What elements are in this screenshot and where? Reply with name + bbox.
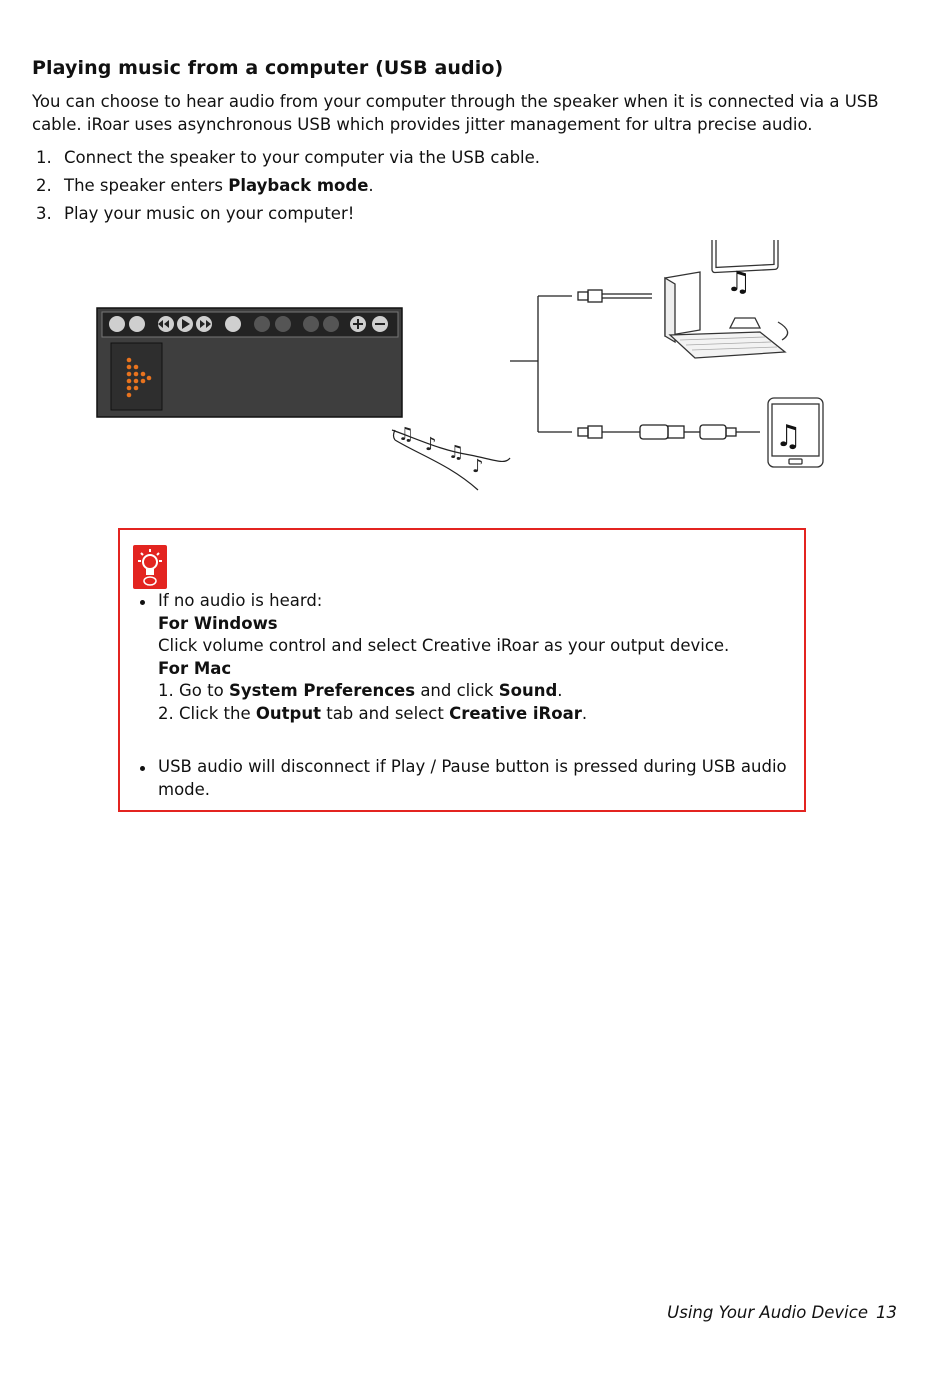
mac-step-2-bold-2: Creative iRoar [449, 703, 582, 723]
usb-cable-icon [510, 290, 652, 438]
mac-step-1-bold: System Preferences [228, 681, 416, 700]
svg-text:♫: ♫ [398, 424, 415, 445]
step-number: 2. [36, 176, 52, 195]
music-notes-icon [392, 424, 510, 490]
tip-box [118, 528, 806, 812]
list-item [134, 590, 794, 725]
mode-button-icon [129, 316, 145, 332]
windows-heading: For Windows [158, 613, 278, 633]
lightbulb-tip-icon [132, 544, 168, 590]
mac-step-2-mid: tab and select [320, 703, 450, 723]
svg-text:♫: ♫ [775, 419, 802, 454]
windows-text: Click volume control and select Creative iRoar as your output device. [158, 636, 730, 655]
page-title: Playing music from a computer (USB audio) [32, 57, 504, 79]
mac-step-2-end: . [581, 703, 588, 723]
tip-intro: If no audio is heard: [158, 591, 323, 610]
mobile-device-icon [768, 398, 823, 467]
step-text: Connect the speaker to your computer via the USB cable. [64, 148, 541, 167]
mac-step-1-bold-2: Sound [498, 681, 558, 700]
list-item [32, 145, 892, 173]
step-text-end: . [368, 176, 374, 195]
step-number: 1. [36, 148, 52, 167]
list-item [32, 201, 892, 229]
usb-adapter-icon [640, 425, 760, 439]
footer-section-name: Using Your Audio Device [667, 1303, 868, 1322]
usb-connection-illustration [0, 240, 950, 510]
svg-text:♪: ♪ [472, 456, 484, 477]
bullet [140, 600, 145, 605]
intro-paragraph: You can choose to hear audio from your computer through the speaker when it is connected via a USB cable. iRoar uses asynchronous USB which provides jitter management for ultra precise audio. [32, 92, 879, 134]
tip-list [134, 590, 794, 801]
usb-connection-figure [0, 240, 950, 510]
svg-text:♪: ♪ [425, 434, 437, 455]
speaker-illustration [97, 308, 402, 417]
mac-step-2 [158, 703, 794, 726]
mac-step-1-text: 1. Go to [158, 681, 229, 700]
page-number: 13 [876, 1303, 897, 1322]
power-button-icon [109, 316, 125, 332]
mac-step-2-text: 2. Click the [158, 703, 256, 723]
list-item [32, 173, 892, 201]
computer-icon [665, 240, 788, 358]
mac-step-1-end: . [557, 681, 563, 700]
step-text: The speaker enters [64, 176, 229, 195]
steps-list [32, 145, 892, 229]
list-item [134, 756, 794, 801]
step-bold-text: Playback mode [228, 176, 369, 195]
svg-text:♫: ♫ [448, 442, 465, 463]
mac-step-1-mid: and click [415, 681, 499, 700]
mac-step-2-bold: Output [255, 703, 321, 723]
bullet [140, 766, 145, 771]
page-footer [667, 1303, 897, 1322]
step-text: Play your music on your computer! [64, 204, 355, 223]
svg-text:♫: ♫ [726, 265, 752, 298]
rec-button-icon [225, 316, 241, 332]
mac-step-1 [158, 680, 794, 703]
step-number: 3. [36, 204, 52, 223]
mac-heading: For Mac [158, 658, 232, 678]
tip-usb-disconnect: USB audio will disconnect if Play / Pause button is pressed during USB audio mode. [158, 757, 787, 799]
